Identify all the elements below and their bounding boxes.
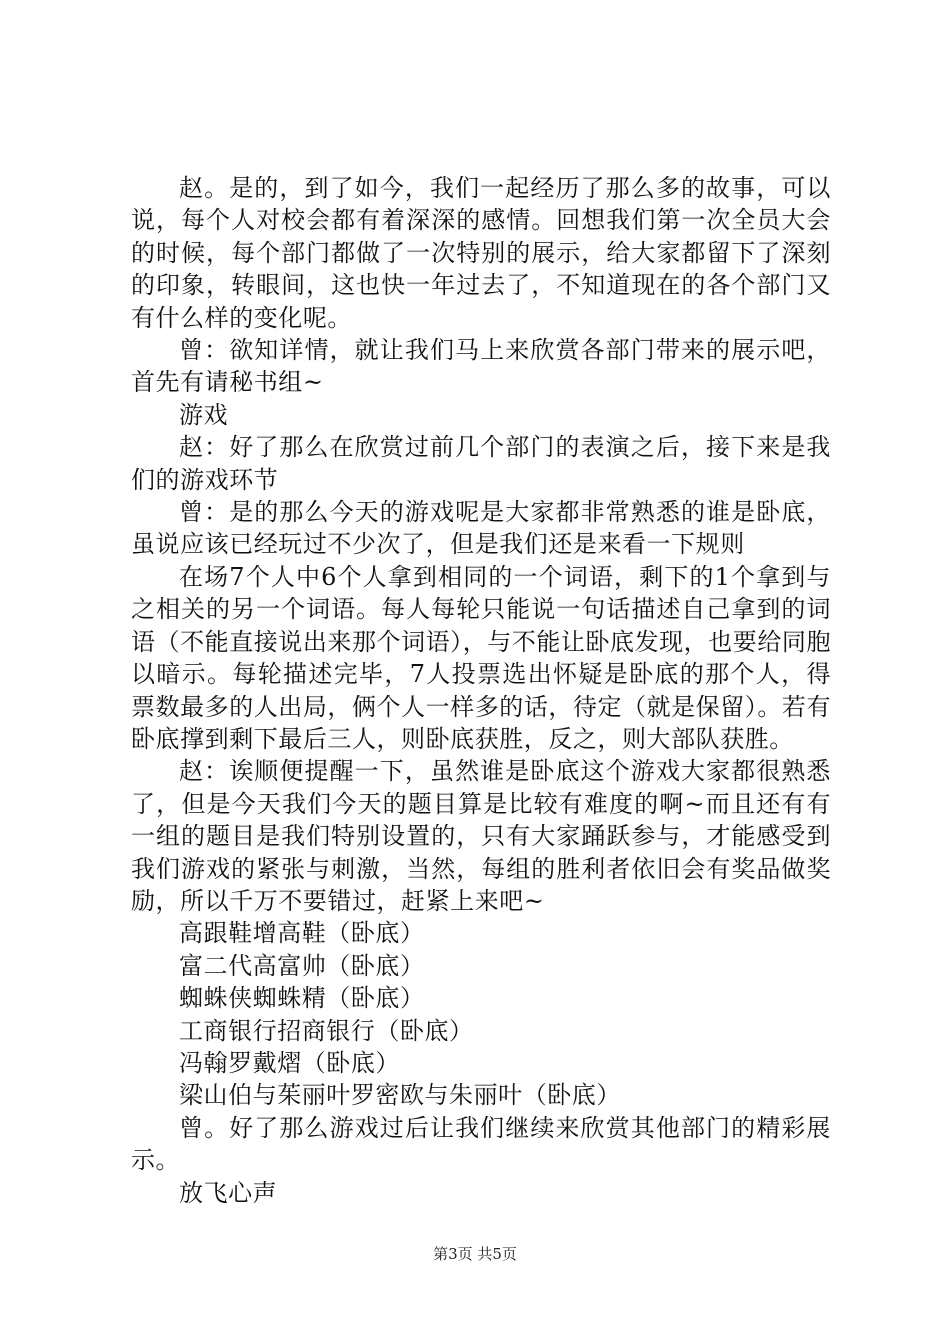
paragraph-game-rules: 在场7个人中6个人拿到相同的一个词语，剩下的1个拿到与之相关的另一个词语。每人每轮只能说一句话描述自己拿到的词语（不能直接说出来那个词语），与不能让卧底发现，也要给同胞以暗示。每轮描述完毕，7人投票选出怀疑是卧底的那个人，得票数最多的人出局，俩个人一样多的话，待定（就是保留）。若有卧底撑到剩下最后三人，则卧底获胜，反之，则大部队获胜。	[131, 562, 831, 753]
word-pair-3: 蜘蛛侠蜘蛛精（卧底）	[179, 984, 425, 1013]
paragraph-zhao-game: 赵：好了那么在欣赏过前几个部门的表演之后，接下来是我们的游戏环节	[131, 433, 831, 494]
paragraph-zhao-reminder: 赵：诶顺便提醒一下，虽然谁是卧底这个游戏大家都很熟悉了，但是今天我们今天的题目算是比较有难度的啊~而且还有有一组的题目是我们特别设置的，只有大家踊跃参与，才能感受到我们游戏的紧张与刺激，当然，每组的胜利者依旧会有奖品做奖励，所以千万不要错过，赶紧上来吧~	[131, 757, 831, 915]
word-pair-4: 工商银行招商银行（卧底）	[179, 1016, 474, 1045]
paragraph-zhao-intro: 赵。是的，到了如今，我们一起经历了那么多的故事，可以说，每个人对校会都有着深深的感情。回想我们第一次全员大会的时候，每个部门都做了一次特别的展示，给大家都留下了深刻的印象，转眼间，这也快一年过去了，不知道现在的各个部门又有什么样的变化呢。	[131, 174, 831, 332]
word-pair-5: 冯翰罗戴熠（卧底）	[179, 1048, 400, 1077]
word-pair-6: 梁山伯与茱丽叶罗密欧与朱丽叶（卧底）	[179, 1081, 621, 1110]
section-heading-game: 游戏	[179, 400, 229, 429]
word-pair-2: 富二代高富帅（卧底）	[179, 951, 425, 980]
document-body	[131, 172, 831, 1209]
word-pair-1: 高跟鞋增高鞋（卧底）	[179, 919, 425, 948]
paragraph-zeng-continue: 曾。好了那么游戏过后让我们继续来欣赏其他部门的精彩展示。	[131, 1113, 831, 1175]
paragraph-zeng-intro: 曾：欲知详情，就让我们马上来欣赏各部门带来的展示吧，首先有请秘书组~	[131, 336, 831, 397]
section-heading-wishes: 放飞心声	[179, 1178, 278, 1207]
page-footer: 第3页 共5页	[433, 1245, 517, 1263]
paragraph-zeng-game: 曾：是的那么今天的游戏呢是大家都非常熟悉的谁是卧底，虽说应该已经玩过不少次了，但是我们还是来看一下规则	[131, 498, 831, 559]
